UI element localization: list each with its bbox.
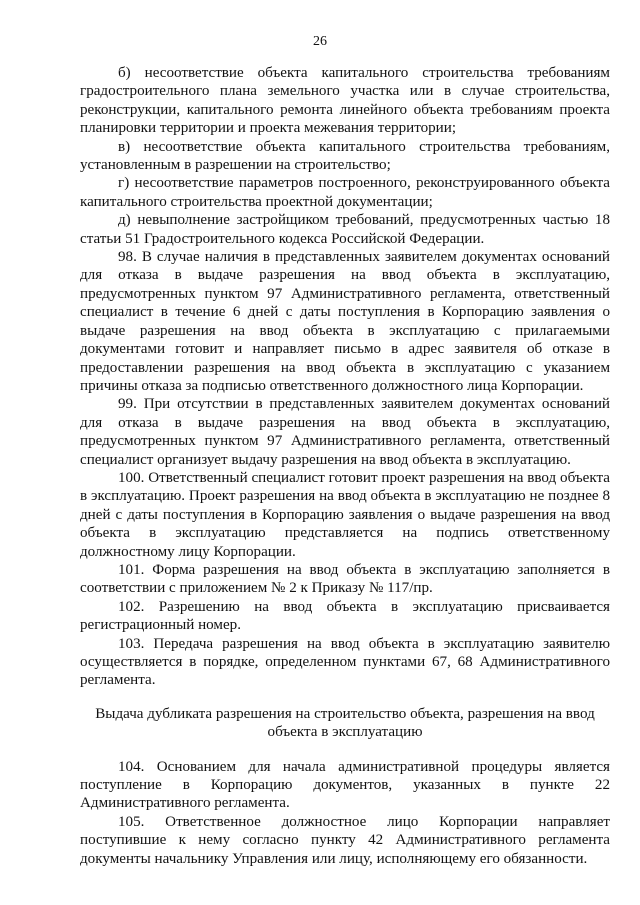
paragraph-104: 104. Основанием для начала административной процедуры является поступление в Корпорацию документов, указанных в пункте 22 Административного регламента. [80, 758, 610, 812]
paragraph-98: 98. В случае наличия в представленных заявителем документах оснований для отказа в выдаче разрешения на ввод объекта в эксплуатацию, предусмотренных пунктом 97 Административного регламента, ответственный специалист в течение 6 дней с даты поступления в Корпорацию заявления о выдаче разрешения на ввод объекта в эксплуатацию с прилагаемыми документами готовит и направляет письмо в адрес заявителя об отказе в предоставлении разрешения на ввод объекта в эксплуатацию с указанием причины отказа за подписью ответственного должностного лица Корпорации. [80, 249, 610, 394]
page-number: 26 [313, 34, 327, 49]
document-body [80, 64, 610, 868]
section-heading: Выдача дубликата разрешения на строительство объекта, разрешения на ввод объекта в эксплуатацию [95, 705, 595, 741]
paragraph-102: 102. Разрешению на ввод объекта в эксплуатацию присваивается регистрационный номер. [80, 598, 610, 634]
paragraph-b: б) несоответствие объекта капитального строительства требованиям градостроительного плана земельного участка или в случае строительства, реконструкции, капитального ремонта линейного объекта требованиям проекта планировки территории и проекта межевания территории; [80, 65, 610, 137]
paragraph-g: г) несоответствие параметров построенного, реконструированного объекта капитального строительства проектной документации; [80, 175, 610, 210]
paragraph-105: 105. Ответственное должностное лицо Корпорации направляет поступившие к нему согласно пункту 42 Административного регламента документы начальнику Управления или лицу, исполняющему его обязанности. [80, 813, 610, 867]
paragraph-100: 100. Ответственный специалист готовит проект разрешения на ввод объекта в эксплуатацию. Проект разрешения на ввод объекта в эксплуатацию не позднее 8 дней с даты поступления в Корпорацию заявления о выдаче разрешения на ввод объекта в эксплуатацию представляется на подпись ответственному должностному лицу Корпорации. [80, 469, 610, 560]
paragraph-d: д) невыполнение застройщиком требований, предусмотренных частью 18 статьи 51 Градостроительного кодекса Российской Федерации. [80, 212, 610, 247]
paragraph-v: в) несоответствие объекта капитального строительства требованиям, установленным в разрешении на строительство; [80, 138, 610, 174]
paragraph-99: 99. При отсутствии в представленных заявителем документах оснований для отказа в выдаче разрешения на ввод объекта в эксплуатацию, предусмотренных пунктом 97 Административного регламента, ответственный специалист организует выдачу разрешения на ввод объекта в эксплуатацию. [80, 396, 610, 468]
paragraph-101: 101. Форма разрешения на ввод объекта в эксплуатацию заполняется в соответствии с приложением № 2 к Приказу № 117/пр. [80, 561, 610, 597]
paragraph-103: 103. Передача разрешения на ввод объекта в эксплуатацию заявителю осуществляется в порядке, определенном пунктами 67, 68 Административного регламента. [80, 635, 610, 689]
